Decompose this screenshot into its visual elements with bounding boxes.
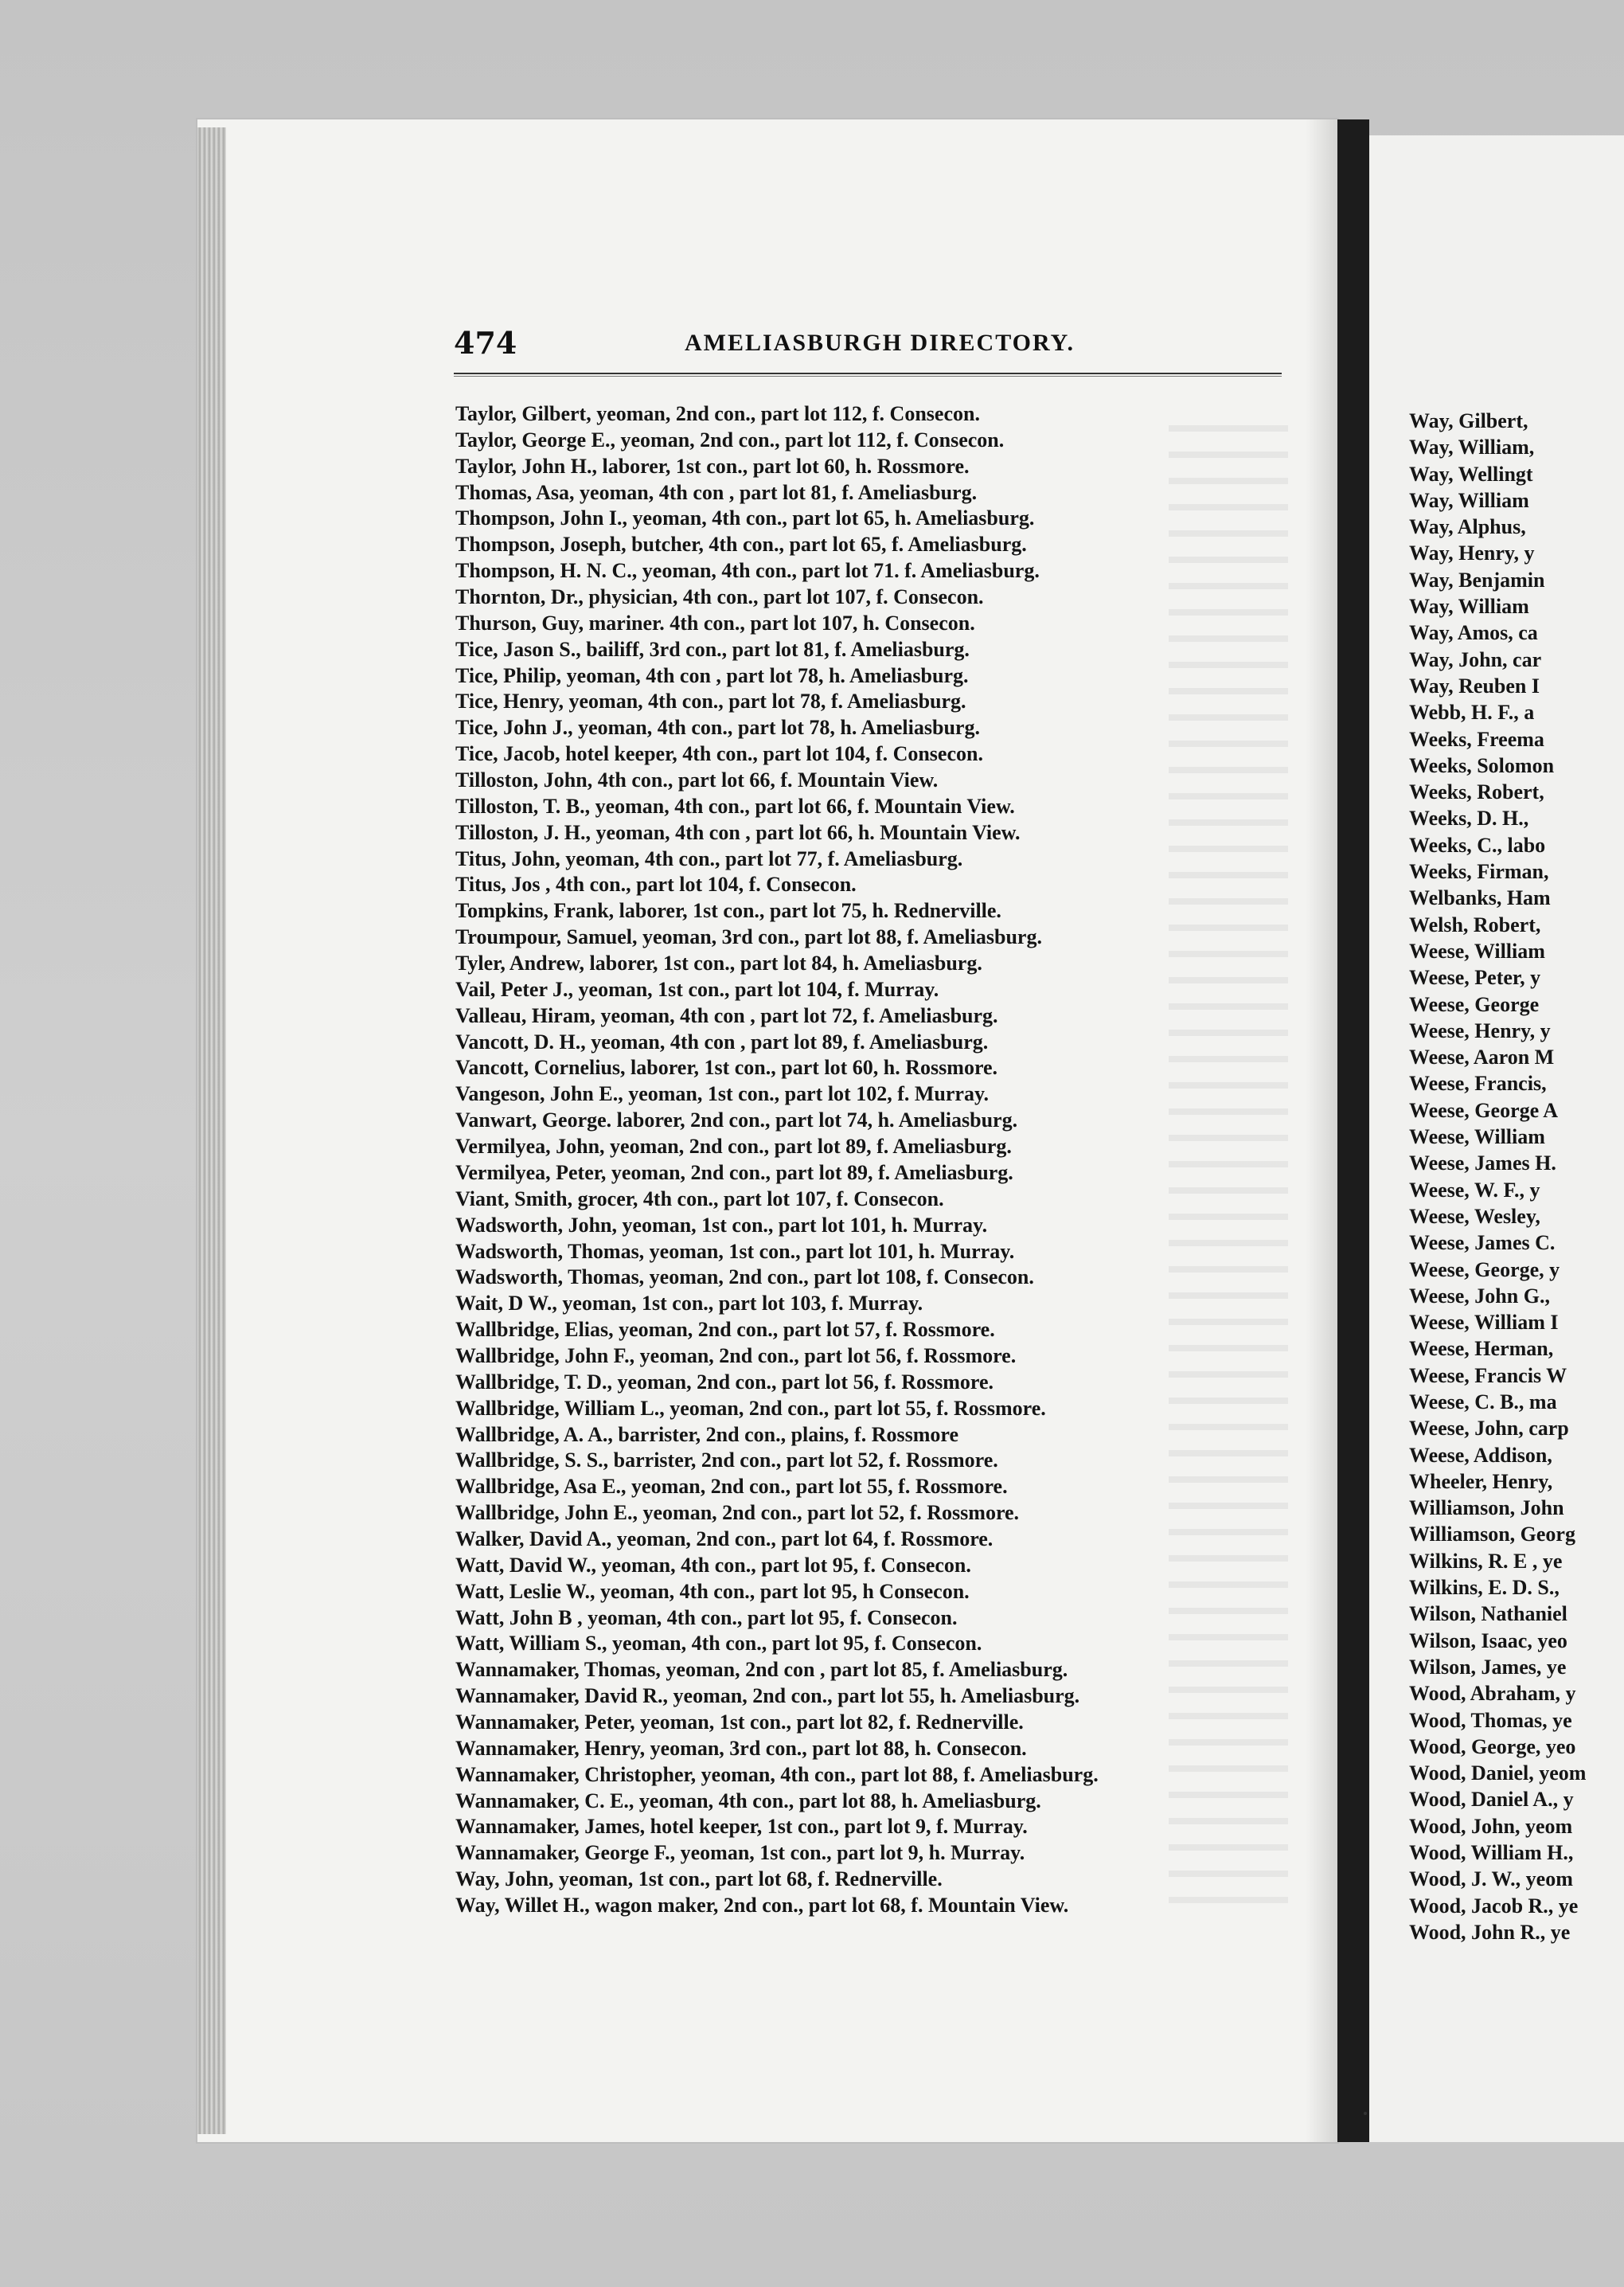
directory-entry: Walker, David A., yeoman, 2nd con., part lot 64, f. Rossmore. [455,1527,994,1550]
directory-entry: Way, Amos, ca [1409,621,1538,645]
directory-entry: Way, Alphus, [1409,515,1526,539]
directory-entry: Wilkins, R. E , ye [1409,1549,1563,1573]
directory-entry: Wallbridge, Asa E., yeoman, 2nd con., part lot 55, f. Rossmore. [455,1475,1008,1499]
directory-entry: Williamson, John [1409,1496,1564,1520]
directory-entry: Webb, H. F., a [1409,701,1535,725]
directory-entry: Wannamaker, Henry, yeoman, 3rd con., part lot 88, h. Consecon. [455,1736,1027,1760]
directory-entry: Weese, W. F., y [1409,1178,1540,1202]
directory-entry: Tilloston, J. H., yeoman, 4th con , part lot 66, h. Mountain View. [455,820,1021,844]
left-directory-list [455,401,1315,1919]
directory-entry: Tice, John J., yeoman, 4th con., part lot 78, h. Ameliasburg. [455,716,980,740]
directory-entry: Weese, James H. [1409,1151,1556,1175]
directory-entry: Tilloston, John, 4th con., part lot 66, f. Mountain View. [455,768,939,792]
directory-entry: Way, Reuben I [1409,674,1540,698]
directory-entry: Vancott, D. H., yeoman, 4th con , part lot 89, f. Ameliasburg. [455,1030,989,1054]
directory-entry: Valleau, Hiram, yeoman, 4th con , part lot 72, f. Ameliasburg. [455,1003,998,1027]
directory-entry: Wallbridge, T. D., yeoman, 2nd con., part lot 56, f. Rossmore. [455,1370,994,1394]
directory-entry: Way, Wellingt [1409,462,1533,486]
directory-entry: Weese, William [1409,939,1545,963]
directory-entry: Weeks, Firman, [1409,860,1549,884]
directory-entry: Wannamaker, Peter, yeoman, 1st con., part lot 82, f. Rednerville. [455,1710,1024,1734]
ink-speck [1364,2112,1367,2115]
directory-entry: Tompkins, Frank, laborer, 1st con., part lot 75, h. Rednerville. [455,899,1001,923]
directory-entry: Tice, Henry, yeoman, 4th con., part lot 78, f. Ameliasburg. [455,690,966,713]
directory-entry: Welbanks, Ham [1409,886,1551,910]
directory-entry: Vermilyea, Peter, yeoman, 2nd con., part lot 89, f. Ameliasburg. [455,1160,1013,1184]
directory-entry: Weese, John G., [1409,1284,1550,1308]
directory-entry: Wood, Abraham, y [1409,1682,1576,1706]
directory-entry: Thurson, Guy, mariner. 4th con., part lot 107, h. Consecon. [455,611,975,635]
directory-entry: Thornton, Dr., physician, 4th con., part lot 107, f. Consecon. [455,585,984,609]
directory-entry: Tice, Jason S., bailiff, 3rd con., part lot 81, f. Ameliasburg. [455,637,970,661]
directory-entry: Way, Benjamin [1409,568,1545,592]
directory-entry: Wannamaker, Thomas, yeoman, 2nd con , part lot 85, f. Ameliasburg. [455,1658,1068,1682]
directory-entry: Wood, John R., ye [1409,1920,1571,1944]
directory-entry: Way, Willet H., wagon maker, 2nd con., part lot 68, f. Mountain View. [455,1893,1069,1917]
directory-entry: Wood, William H., [1409,1841,1574,1865]
directory-entry: Vangeson, John E., yeoman, 1st con., part lot 102, f. Murray. [455,1082,990,1106]
header-rule [454,373,1282,377]
directory-entry: Wallbridge, John E., yeoman, 2nd con., part lot 52, f. Rossmore. [455,1501,1020,1525]
directory-entry: Weese, Herman, [1409,1337,1554,1361]
directory-entry: Welsh, Robert, [1409,913,1541,936]
right-directory-list [1409,408,1624,1945]
directory-entry: Taylor, Gilbert, yeoman, 2nd con., part lot 112, f. Consecon. [455,402,980,425]
directory-entry: Weese, Addison, [1409,1443,1552,1467]
directory-entry: Tice, Jacob, hotel keeper, 4th con., part lot 104, f. Consecon. [455,742,983,766]
directory-entry: Wood, George, yeo [1409,1734,1576,1758]
directory-entry: Weese, George, y [1409,1257,1560,1281]
directory-entry: Wood, Daniel A., y [1409,1788,1574,1812]
directory-entry: Weese, George [1409,992,1540,1016]
directory-entry: Wheeler, Henry, [1409,1469,1553,1493]
directory-entry: Watt, Leslie W., yeoman, 4th con., part lot 95, h Consecon. [455,1579,970,1603]
directory-entry: Weese, Aaron M [1409,1046,1555,1069]
directory-entry: Vancott, Cornelius, laborer, 1st con., part lot 60, h. Rossmore. [455,1056,998,1080]
directory-entry: Tilloston, T. B., yeoman, 4th con., part lot 66, f. Mountain View. [455,794,1015,818]
directory-entry: Wannamaker, George F., yeoman, 1st con., part lot 9, h. Murray. [455,1841,1025,1865]
directory-entry: Vail, Peter J., yeoman, 1st con., part lot 104, f. Murray. [455,977,939,1001]
directory-entry: Weese, William I [1409,1311,1559,1335]
directory-entry: Weese, C. B., ma [1409,1390,1557,1413]
directory-entry: Troumpour, Samuel, yeoman, 3rd con., part lot 88, f. Ameliasburg. [455,925,1042,949]
directory-entry: Wannamaker, James, hotel keeper, 1st con., part lot 9, f. Murray. [455,1815,1028,1839]
directory-entry: Wallbridge, John F., yeoman, 2nd con., part lot 56, f. Rossmore. [455,1343,1017,1367]
directory-entry: Wood, Thomas, ye [1409,1708,1572,1732]
directory-entry: Wadsworth, Thomas, yeoman, 2nd con., part lot 108, f. Consecon. [455,1265,1034,1289]
directory-entry: Wilson, James, ye [1409,1655,1567,1679]
directory-entry: Wilkins, E. D. S., [1409,1576,1560,1600]
directory-entry: Weese, Francis, [1409,1072,1547,1096]
directory-entry: Wallbridge, A. A., barrister, 2nd con., plains, f. Rossmore [455,1422,958,1446]
directory-entry: Weeks, Solomon [1409,753,1555,777]
directory-entry: Weeks, Freema [1409,727,1544,751]
directory-entry: Wallbridge, William L., yeoman, 2nd con., part lot 55, f. Rossmore. [455,1396,1046,1420]
directory-entry: Taylor, John H., laborer, 1st con., part lot 60, h. Rossmore. [455,454,970,478]
directory-entry: Way, William [1409,595,1529,619]
directory-entry: Thomas, Asa, yeoman, 4th con , part lot 81, f. Ameliasburg. [455,480,978,504]
running-head [454,325,1314,365]
directory-entry: Way, John, yeoman, 1st con., part lot 68, f. Rednerville. [455,1867,943,1891]
directory-entry: Watt, David W., yeoman, 4th con., part lot 95, f. Consecon. [455,1553,971,1577]
directory-entry: Wannamaker, Christopher, yeoman, 4th con., part lot 88, f. Ameliasburg. [455,1762,1099,1786]
directory-entry: Wadsworth, John, yeoman, 1st con., part lot 101, h. Murray. [455,1213,988,1237]
directory-entry: Weeks, Robert, [1409,780,1544,804]
directory-entry: Wannamaker, David R., yeoman, 2nd con., part lot 55, h. Ameliasburg. [455,1684,1080,1708]
directory-entry: Way, Gilbert, [1409,409,1528,432]
directory-entry: Titus, John, yeoman, 4th con., part lot 77, f. Ameliasburg. [455,846,963,870]
directory-entry: Thompson, Joseph, butcher, 4th con., part lot 65, f. Ameliasburg. [455,533,1027,557]
directory-entry: Weese, Peter, y [1409,966,1541,990]
directory-entry: Weese, James C. [1409,1231,1556,1255]
directory-entry: Wallbridge, Elias, yeoman, 2nd con., part lot 57, f. Rossmore. [455,1318,995,1342]
directory-entry: Williamson, Georg [1409,1523,1575,1546]
directory-entry: Weese, William [1409,1125,1545,1149]
directory-entry: Vermilyea, John, yeoman, 2nd con., part lot 89, f. Ameliasburg. [455,1135,1012,1159]
directory-entry: Thompson, John I., yeoman, 4th con., part lot 65, h. Ameliasburg. [455,506,1035,530]
directory-entry: Taylor, George E., yeoman, 2nd con., part lot 112, f. Consecon. [455,428,1005,452]
directory-entry: Tyler, Andrew, laborer, 1st con., part lot 84, h. Ameliasburg. [455,952,982,975]
directory-entry: Thompson, H. N. C., yeoman, 4th con., part lot 71. f. Ameliasburg. [455,559,1040,583]
directory-entry: Viant, Smith, grocer, 4th con., part lot 107, f. Consecon. [455,1187,944,1210]
directory-entry: Watt, William S., yeoman, 4th con., part lot 95, f. Consecon. [455,1632,982,1656]
directory-entry: Vanwart, George. laborer, 2nd con., part lot 74, h. Ameliasburg. [455,1108,1018,1132]
directory-entry: Way, John, car [1409,647,1542,671]
directory-entry: Weese, George A [1409,1098,1558,1122]
directory-entry: Wood, J. W., yeom [1409,1867,1573,1891]
directory-entry: Weese, John, carp [1409,1417,1569,1441]
directory-entry: Wallbridge, S. S., barrister, 2nd con., part lot 52, f. Rossmore. [455,1448,998,1472]
directory-entry: Way, William, [1409,436,1535,459]
directory-entry: Wilson, Isaac, yeo [1409,1628,1567,1652]
directory-entry: Weese, Henry, y [1409,1018,1551,1042]
directory-entry: Way, Henry, y [1409,541,1535,565]
page-number: 474 [454,325,517,361]
book-gutter [1337,119,1369,2142]
directory-entry: Watt, John B , yeoman, 4th con., part lot 95, f. Consecon. [455,1605,958,1629]
directory-entry: Way, William [1409,488,1529,512]
directory-entry: Wadsworth, Thomas, yeoman, 1st con., part lot 101, h. Murray. [455,1239,1015,1263]
directory-entry: Wannamaker, C. E., yeoman, 4th con., part lot 88, h. Ameliasburg. [455,1789,1041,1812]
directory-entry: Titus, Jos , 4th con., part lot 104, f. Consecon. [455,873,857,897]
directory-entry: Weese, Francis W [1409,1363,1567,1387]
directory-entry: Tice, Philip, yeoman, 4th con , part lot 78, h. Ameliasburg. [455,663,969,687]
directory-entry: Weeks, C., labo [1409,833,1546,857]
directory-entry: Wood, Daniel, yeom [1409,1761,1587,1785]
directory-entry: Wood, Jacob R., ye [1409,1894,1579,1918]
directory-entry: Wait, D W., yeoman, 1st con., part lot 103, f. Murray. [455,1292,923,1316]
directory-entry: Wilson, Nathaniel [1409,1602,1567,1626]
directory-entry: Wood, John, yeom [1409,1814,1573,1838]
directory-entry: Weeks, D. H., [1409,807,1529,831]
page-edge [197,127,226,2134]
page-title: AMELIASBURGH DIRECTORY. [685,330,1076,356]
directory-entry: Weese, Wesley, [1409,1204,1540,1228]
